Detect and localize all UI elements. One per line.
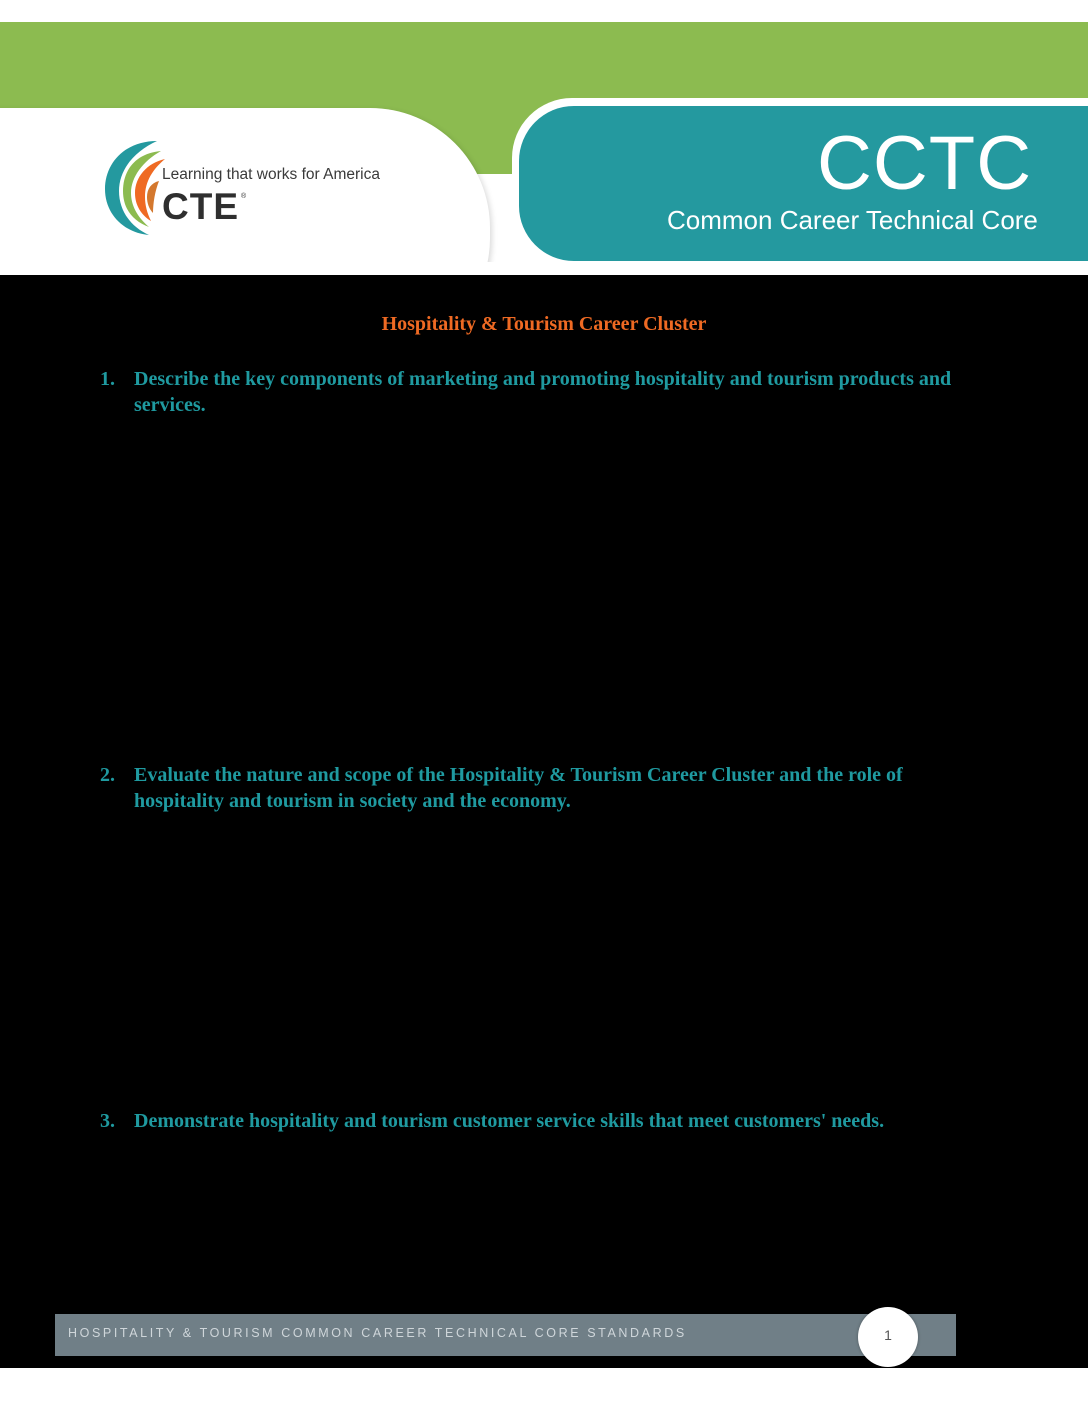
footer-bottom-strip	[0, 1368, 1088, 1408]
cctc-subtitle: Common Career Technical Core	[667, 205, 1038, 235]
standard-number: 3.	[100, 1110, 115, 1132]
header-banner	[0, 0, 1088, 275]
standard-item	[100, 366, 980, 418]
banner-bottom-strip	[0, 262, 1088, 275]
standard-item	[100, 762, 980, 814]
cte-logo-card	[0, 108, 490, 275]
banner-top-strip	[0, 0, 1088, 22]
standard-text: Demonstrate hospitality and tourism customer service skills that meet customers' needs.	[134, 1110, 885, 1132]
page-number: 1	[884, 1327, 892, 1343]
cctc-title: CCTC	[817, 121, 1033, 206]
logo-tagline: Learning that works for America	[162, 166, 380, 183]
footer-text: HOSPITALITY & TOURISM COMMON CAREER TECHNICAL CORE STANDARDS	[68, 1326, 687, 1340]
standard-text: Evaluate the nature and scope of the Hospitality & Tourism Career Cluster and the role of hospitality and tourism in society and the economy.	[134, 764, 903, 812]
cluster-title: Hospitality & Tourism Career Cluster	[381, 313, 707, 335]
standard-text: Describe the key components of marketing and promoting hospitality and tourism products and services.	[134, 368, 952, 416]
standard-item	[100, 1108, 980, 1134]
standard-number: 1.	[100, 368, 115, 390]
standard-number: 2.	[100, 764, 115, 786]
logo-wordmark: CTE	[162, 186, 239, 227]
registered-mark: ®	[241, 193, 247, 200]
